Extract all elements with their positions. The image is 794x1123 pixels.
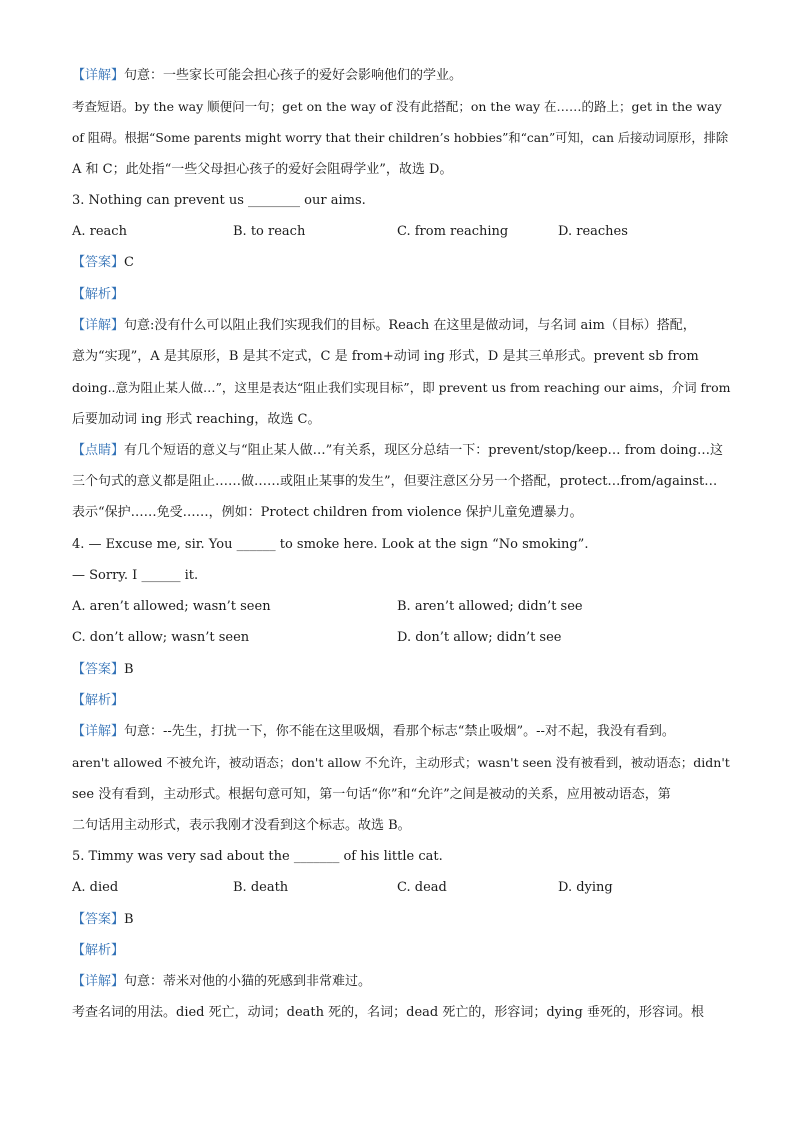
option-b: B. death (233, 880, 289, 895)
text-line: 意为“实现”，A 是其原形，B 是其不定式，C 是 from+动词 ing 形式，D 是其三单形式。prevent sb from (72, 349, 699, 364)
options-row (72, 878, 732, 898)
text-line: of 阻碍。根据“Some parents might worry that their children’s hobbies”和“can”可知，can 后接动词原形，排除 (72, 131, 729, 145)
text-line: doing..意为阻止某人做…”，这里是表达“阻止我们实现目标”，即 prevent us from reaching our aims，介词 from (72, 380, 731, 395)
text-line (72, 66, 732, 86)
question-5: 5. Timmy was very sad about the _______ of his little cat. (72, 849, 443, 864)
answer-line (72, 253, 732, 273)
section-tag: 【答案】 (72, 912, 125, 927)
option-c: C. from reaching (397, 224, 509, 239)
text-line (72, 316, 732, 336)
answer-value: C (124, 255, 134, 270)
line-text: 句意：--先生，打扰一下，你不能在这里吸烟，看那个标志“禁止吸烟”。--对不起，我没有看到。 (124, 724, 675, 739)
section-tag: 【解析】 (72, 287, 125, 302)
option-c: C. don’t allow; wasn’t seen (72, 630, 250, 645)
text-line (72, 972, 732, 992)
question-4: 4. — Excuse me, sir. You ______ to smoke here. Look at the sign “No smoking”. (72, 537, 589, 552)
text-line: 表示“保护……免受……，例如：Protect children from violence 保护儿童免遭暴力。 (72, 505, 583, 520)
text-line: 二句话用主动形式，表示我刚才没看到这个标志。故选 B。 (72, 818, 411, 833)
option-b: B. aren’t allowed; didn’t see (397, 599, 583, 614)
text-line: 三个句式的意义都是阻止……做……或阻止某事的发生”，但要注意区分另一个搭配，protect…from/against… (72, 474, 718, 489)
section-tag: 【答案】 (72, 662, 125, 677)
question-3: 3. Nothing can prevent us ________ our aims. (72, 193, 366, 208)
text-line: aren't allowed 不被允许，被动语态；don't allow 不允许，主动形式；wasn't seen 没有被看到，被动语态；didn't (72, 755, 730, 770)
option-c: C. dead (397, 880, 447, 895)
section-tag: 【解析】 (72, 693, 125, 708)
answer-value: B (124, 912, 134, 927)
options-row (72, 597, 732, 617)
text-line: see 没有看到，主动形式。根据句意可知，第一句话“你”和“允许”之间是被动的关系，应用被动语态，第 (72, 787, 671, 802)
text-line: 后要加动词 ing 形式 reaching，故选 C。 (72, 412, 321, 427)
line-text: 有几个短语的意义与“阻止某人做…”有关系，现区分总结一下：prevent/stop/keep… from doing…这 (124, 443, 724, 458)
text-line: A 和 C；此处指“一些父母担心孩子的爱好会阻碍学业”，故选 D。 (72, 162, 453, 177)
option-d: D. dying (558, 880, 613, 895)
option-a: A. reach (72, 224, 127, 239)
section-tag: 【详解】 (72, 974, 125, 989)
section-tag: 【详解】 (72, 318, 125, 333)
text-line: 考查名词的用法。died 死亡，动词；death 死的，名词；dead 死亡的，形容词；dying 垂死的，形容词。根 (72, 1005, 704, 1020)
answer-value: B (124, 662, 134, 677)
analysis-line (72, 285, 732, 305)
line-text: 句意：蒂米对他的小猫的死感到非常难过。 (124, 974, 372, 989)
section-tag: 【答案】 (72, 255, 125, 270)
answer-line (72, 910, 732, 930)
text-line: — Sorry. I ______ it. (72, 568, 199, 583)
answer-line (72, 660, 732, 680)
text-line (72, 441, 732, 461)
option-a: A. aren’t allowed; wasn’t seen (72, 599, 271, 614)
text-line (72, 722, 732, 742)
option-b: B. to reach (233, 224, 306, 239)
option-d: D. reaches (558, 224, 628, 239)
line-text: 句意:没有什么可以阻止我们实现我们的目标。Reach 在这里是做动词，与名词 aim（目标）搭配， (124, 318, 696, 333)
section-tag: 【详解】 (72, 724, 125, 739)
section-tag: 【详解】 (72, 68, 125, 83)
text-line: 考查短语。by the way 顺便问一句；get on the way of 没有此搭配；on the way 在……的路上；get in the way (72, 99, 722, 114)
analysis-line (72, 941, 732, 961)
options-row (72, 628, 732, 648)
option-d: D. don’t allow; didn’t see (397, 630, 562, 645)
line-text: 句意：一些家长可能会担心孩子的爱好会影响他们的学业。 (124, 68, 463, 83)
section-tag: 【点睛】 (72, 443, 125, 458)
analysis-line (72, 691, 732, 711)
options-row (72, 222, 732, 242)
option-a: A. died (72, 880, 119, 895)
section-tag: 【解析】 (72, 943, 125, 958)
